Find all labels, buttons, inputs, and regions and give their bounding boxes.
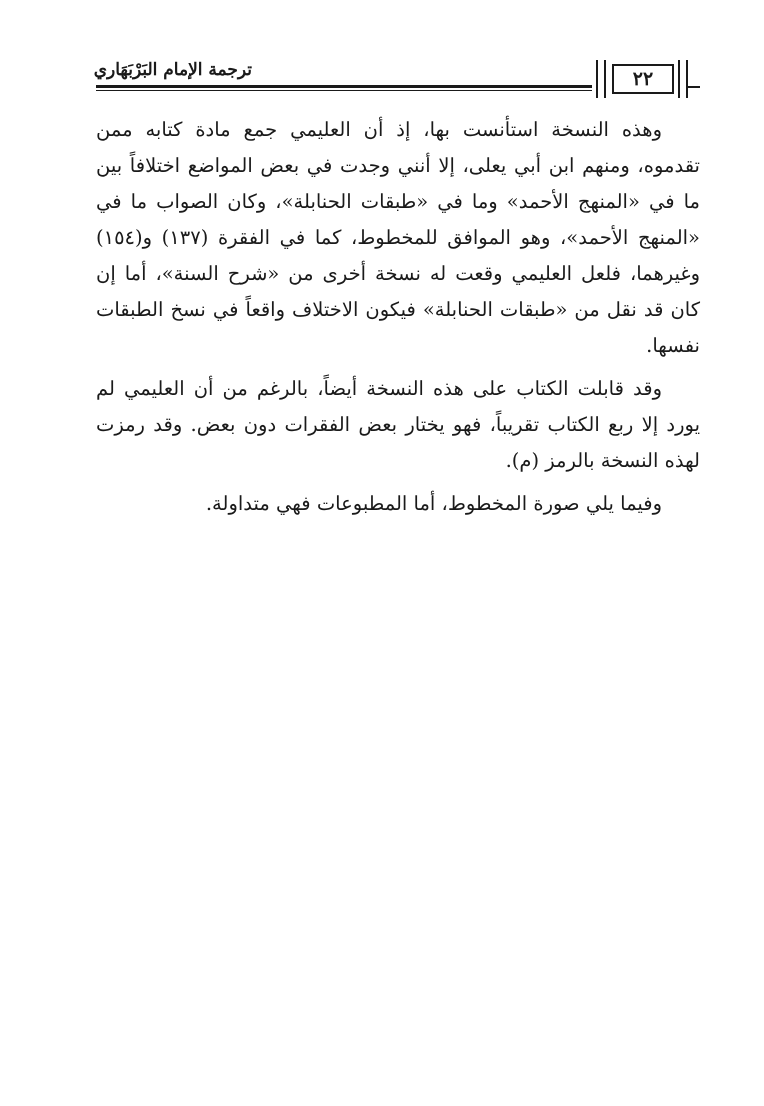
paragraph-manuscript-source: وهذه النسخة استأنست بها، إذ أن العليمي جمع مادة كتابه ممن تقدموه، ومنهم ابن أبي يعلى، إلا أنني وجدت في بعض المواضع اختلافاً بين ما في «المنهج الأحمد» وما في «طبقات الحنابلة»، وكان الصواب ما في «المنهج الأحمد»، وهو الموافق للمخطوط، كما في الفقرة (١٣٧) و(١٥٤) وغيرهما، فلعل العليمي وقعت له نسخة أخرى من «شرح السنة»، أما إن كان قد نقل من «طبقات الحنابلة» فيكون الاختلاف واقعاً في نسخ الطبقات نفسها.: [96, 118, 700, 357]
page-header: [93, 58, 700, 98]
header-rule-tail: [688, 86, 700, 88]
body-text: [96, 112, 700, 529]
header-rule-thin: [96, 90, 592, 91]
page-number-ornament-left: [596, 60, 606, 98]
running-title: ترجمة الإمام البَرْبَهَاري: [93, 60, 252, 80]
header-rule-thick: [96, 85, 592, 88]
paragraph-collation: وقد قابلت الكتاب على هذه النسخة أيضاً، بالرغم من أن العليمي لم يورد إلا ربع الكتاب تقريباً، فهو يختار بعض الفقرات دون بعض. وقد رمزت لهذه النسخة بالرمز (م).: [96, 377, 700, 472]
paragraph-closing: وفيما يلي صورة المخطوط، أما المطبوعات فهي متداولة.: [205, 492, 662, 515]
page-number: ٢٢: [612, 64, 674, 94]
page-number-ornament-right: [678, 60, 688, 98]
